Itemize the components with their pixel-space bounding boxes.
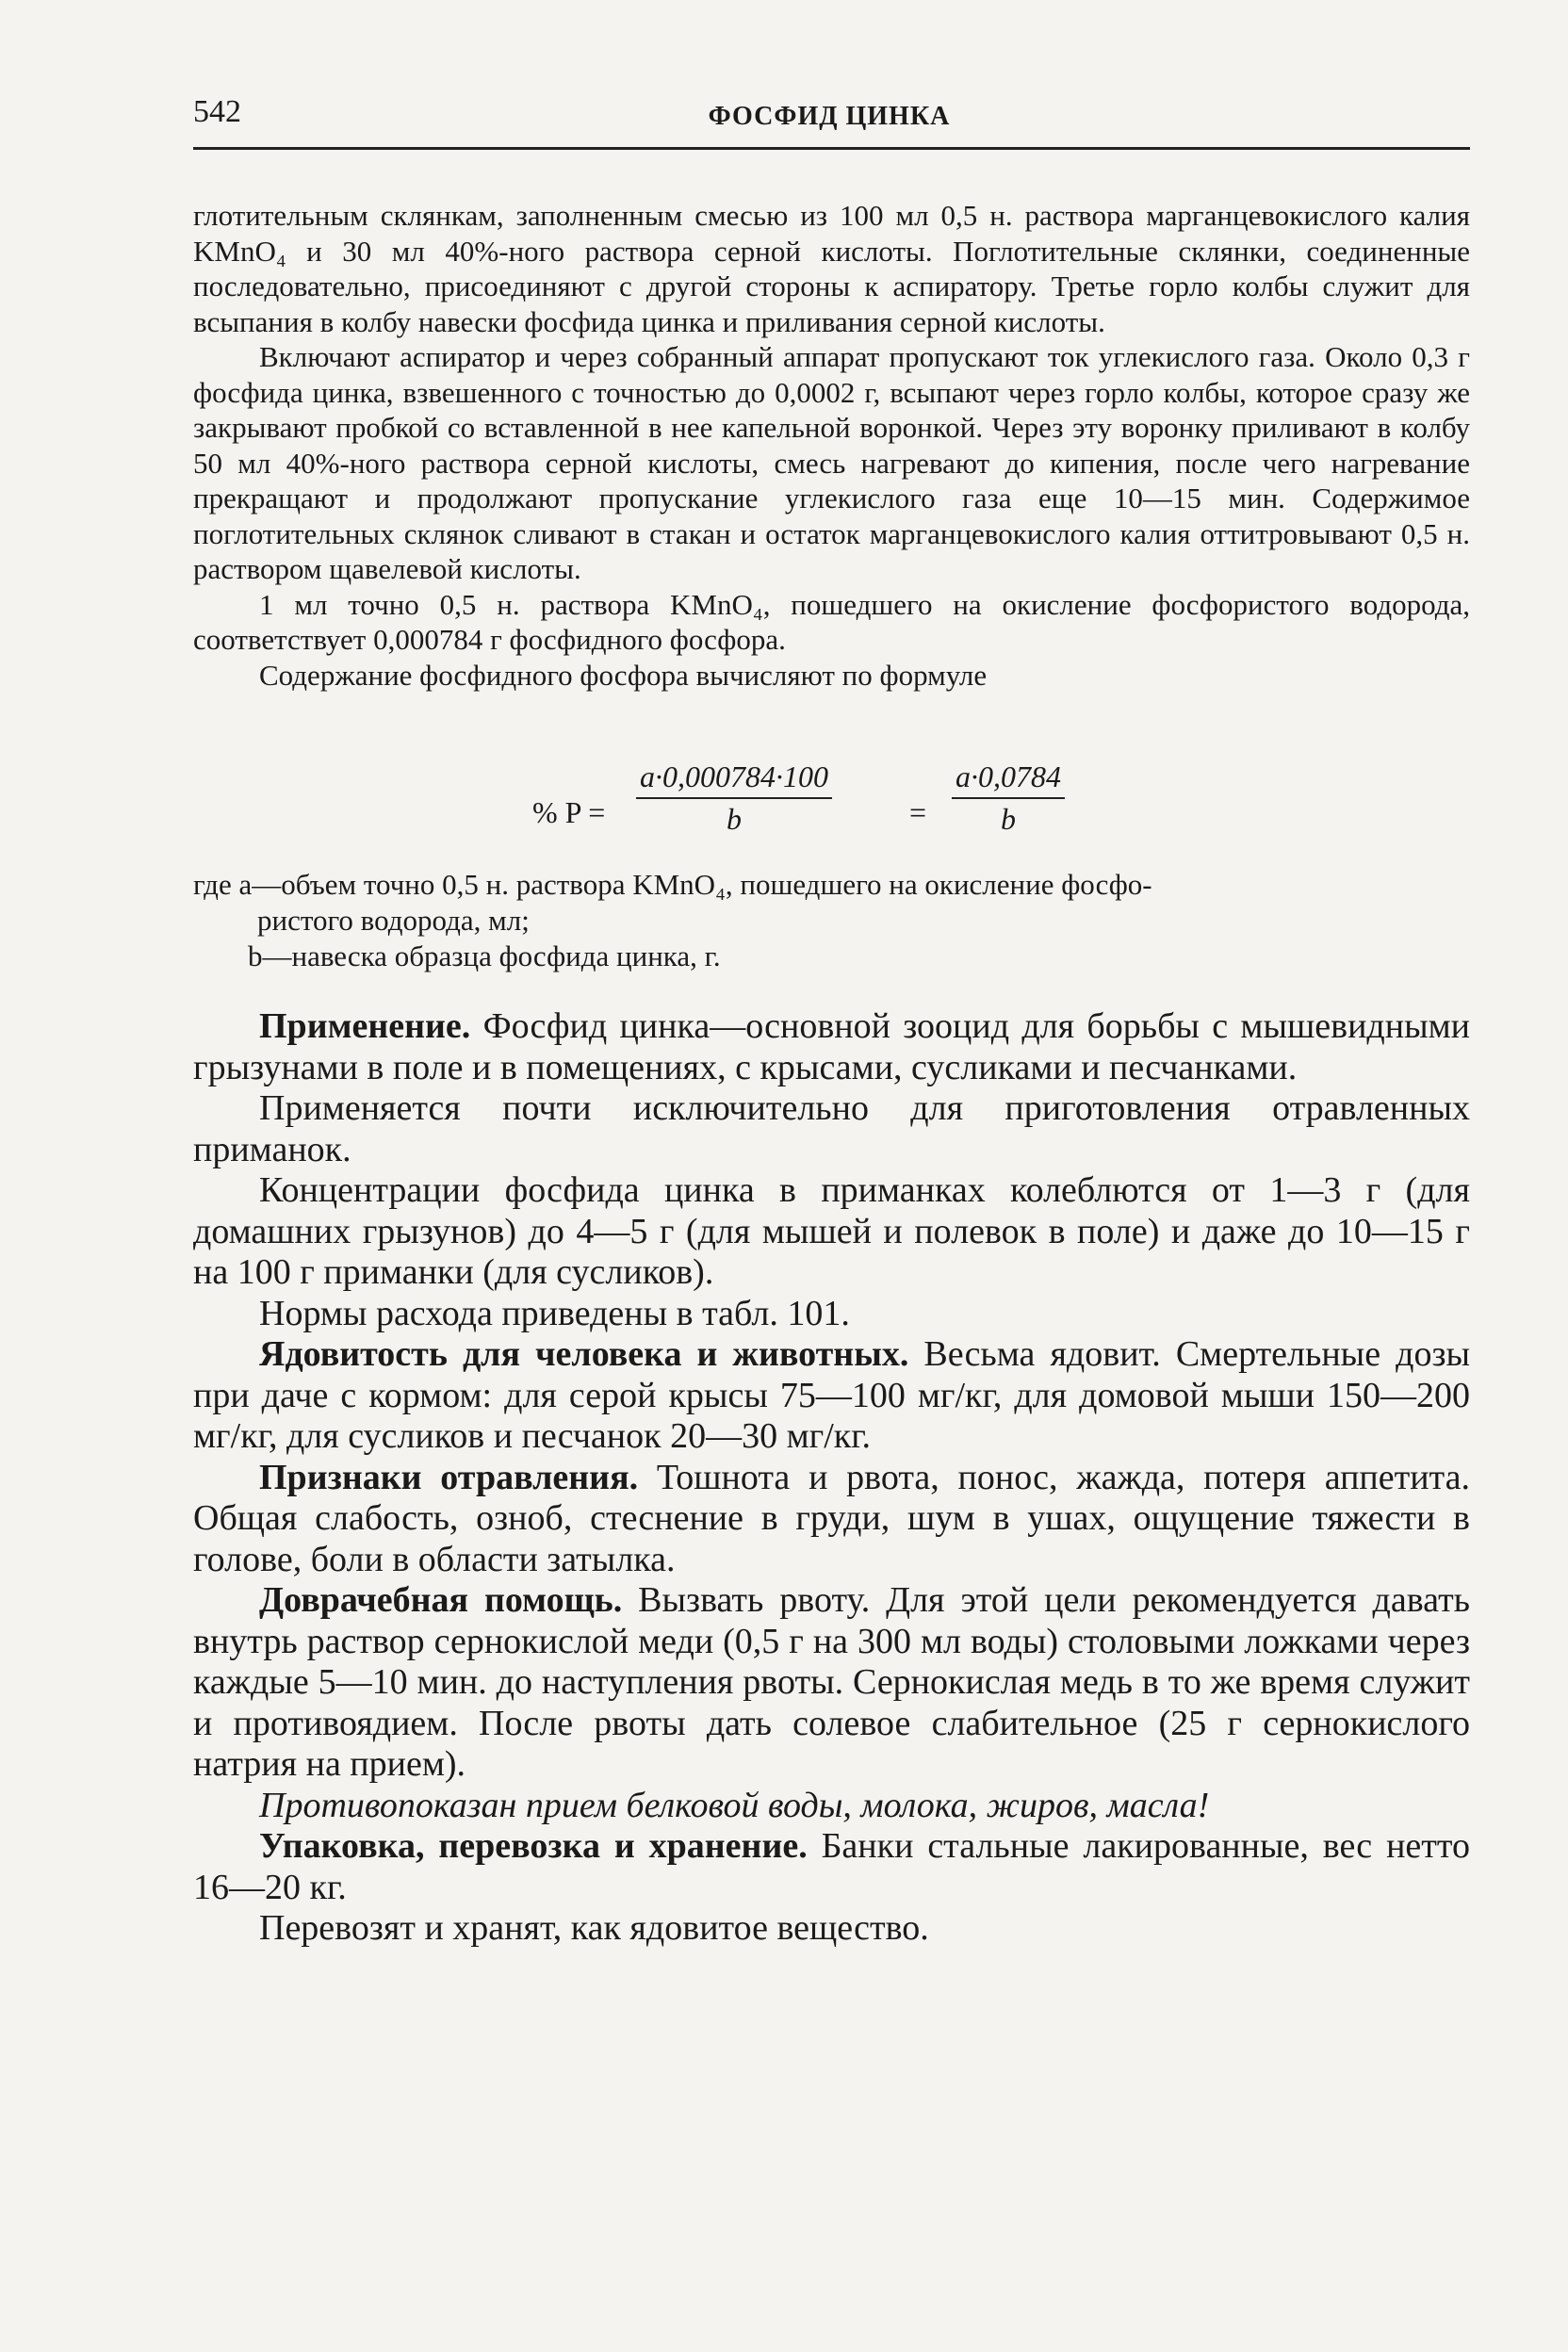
fraction-bar-2 [952,797,1065,799]
definition-b: b—навеска образца фосфида цинка, г. [248,939,721,972]
formula-fraction-1 [636,760,832,837]
packaging-text: Банки стальные лакированные, вес нетто 16—20 кг. [193,1826,1470,1907]
packaging-paragraph-2: Перевозят и хранят, как ядовитое вещество. [259,1908,929,1948]
page-number: 542 [193,94,241,129]
page-header [193,94,1465,151]
first-aid-text: Вызвать рвоту. Для этой цели рекомендуется давать внутрь раствор сернокислой меди (0,5 г на 300 мл воды) столовыми ложками через каждые 5—10 мин. до наступления рвоты. Сернокислая медь в то же время служит и противоядием. После рвоты дать солевое слабительное (25 г сернокислого натрия на прием). [193,1580,1471,1784]
formula-numerator-2: a·0,0784 [956,760,1061,793]
formula-denominator-2: b [1001,802,1016,836]
contraindication-paragraph: Противопоказан прием белковой воды, молока, жиров, масла! [259,1785,1210,1825]
application-paragraph [193,1006,1470,1088]
toxicity-paragraph [193,1334,1470,1458]
symptoms-paragraph [193,1458,1470,1581]
packaging-paragraph [193,1826,1470,1908]
formula-fraction-2 [952,760,1065,837]
application-paragraph-4: Нормы расхода приведены в табл. 101. [259,1293,850,1333]
method-paragraph-2: Включают аспиратор и через собранный аппарат пропускают ток углекислого газа. Около 0,3 г фосфида цинка, взвешенного с точностью до 0,0002 г, всыпают через горло колбы, которое сразу же закрывают пробкой со вставленной в нее капельной воронкой. Через эту воронку приливают в колбу 50 мл 40%-ного раствора серной кислоты, смесь нагревают до кипения, после чего нагревание прекращают и продолжают пропускание углекислого газа еще 10—15 мин. Содержимое поглотительных склянок сливают в стакан и остаток марганцевокислого калия оттитровывают 0,5 н. раствором щавелевой кислоты. [193,340,1470,585]
toxicity-text: Весьма ядовит. Смертельные дозы при даче с кормом: для серой крысы 75—100 мг/кг, для домовой мыши 150—200 мг/кг, для сусликов и песчанок 20—30 мг/кг. [193,1334,1470,1456]
method-section [193,198,1470,693]
toxicity-heading: Ядовитость для человека и животных. [259,1334,909,1374]
first-aid-paragraph [193,1580,1470,1786]
method-paragraph-3: 1 мл точно 0,5 н. раствора KMnO₄, пошедшего на окисление фосфористого водорода, соответствует 0,000784 г фосфидного фосфора. [193,587,1470,656]
application-text: Фосфид цинка—основной зооцид для борьбы с мышевидными грызунами в поле и в помещениях, с крысами, сусликами и песчанками. [193,1006,1470,1087]
first-aid-heading: Доврачебная помощь. [259,1580,623,1620]
header-rule [193,147,1470,150]
application-paragraph-3: Концентрации фосфида цинка в приманках колеблются от 1—3 г (для домашних грызунов) до 4—5 г (для мышей и полевок в поле) и даже до 10—15 г на 100 г приманки (для сусликов). [193,1170,1470,1292]
formula-lhs: % P = [532,795,606,829]
variable-definitions [193,867,1470,974]
symptoms-text: Тошнота и рвота, понос, жажда, потеря аппетита. Общая слабость, озноб, стеснение в груди, шум в ушах, ощущение тяжести в голове, боли в области затылка. [193,1457,1470,1579]
main-text [193,1006,1470,1950]
definition-a: где a—объем точно 0,5 н. раствора KMnO₄, пошедшего на окисление фосфо- [193,868,1152,901]
formula-equals: = [909,795,927,829]
symptoms-heading: Признаки отравления. [259,1457,639,1497]
method-paragraph-4: Содержание фосфидного фосфора вычисляют по формуле [259,658,988,692]
definition-a-continuation: ристого водорода, мл; [257,904,530,937]
running-title: ФОСФИД ЦИНКА [708,102,951,131]
formula-numerator-1: a·0,000784·100 [640,760,828,793]
phosphorus-formula [532,760,1117,863]
formula-denominator-1: b [727,802,742,836]
packaging-heading: Упаковка, перевозка и хранение. [259,1826,808,1866]
fraction-bar-1 [636,797,832,799]
application-paragraph-2: Применяется почти исключительно для приготовления отравленных приманок. [193,1088,1470,1169]
method-paragraph-1: глотительным склянкам, заполненным смесью из 100 мл 0,5 н. раствора марганцевокислого калия KMnO₄ и 30 мл 40%-ного раствора серной кислоты. Поглотительные склянки, соединенные последовательно, присоединяют с другой стороны к аспиратору. Третье горло колбы служит для всыпания в колбу навески фосфида цинка и приливания серной кислоты. [193,199,1470,338]
application-heading: Применение. [259,1006,471,1046]
